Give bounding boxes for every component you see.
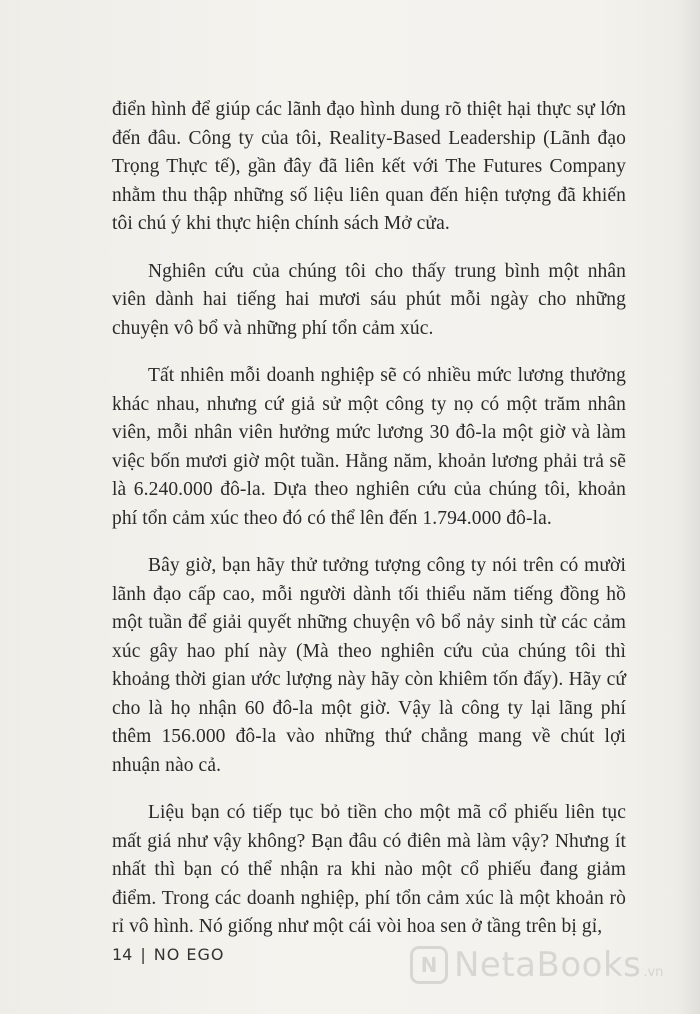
watermark [410,945,663,985]
page-edge-shadow [678,0,700,1014]
running-title: NO EGO [153,945,225,964]
watermark-suffix: .vn [643,964,664,980]
body-text [112,96,626,961]
page-number: 14 [112,945,133,964]
paragraph-5: Liệu bạn có tiếp tục bỏ tiền cho một mã cổ phiếu liên tục mất giá như vậy không? Bạn đâu có điên mà làm vậy? Nhưng ít nhất thì bạn có thể nhận ra khi nào một cổ phiếu đang giảm điểm. Trong các doanh nghiệp, phí tổn cảm xúc là một khoản rò rỉ vô hình. Nó giống như một cái vòi hoa sen ở tầng trên bị gỉ, [112,802,626,937]
footer-separator: | [140,945,146,964]
watermark-brand: NetaBooks [454,945,642,985]
paragraph-2: Nghiên cứu của chúng tôi cho thấy trung bình một nhân viên dành hai tiếng hai mươi sáu phút mỗi ngày cho những chuyện vô bổ và những phí tổn cảm xúc. [112,260,626,339]
paragraph-3: Tất nhiên mỗi doanh nghiệp sẽ có nhiều mức lương thưởng khác nhau, nhưng cứ giả sử một công ty nọ có một trăm nhân viên, mỗi nhân viên hưởng mức lương 30 đô-la một giờ và làm việc bốn mươi giờ một tuần. Hằng năm, khoản lương phải trả sẽ là 6.240.000 đô-la. Dựa theo nghiên cứu của chúng tôi, khoản phí tổn cảm xúc theo đó có thể lên đến 1.794.000 đô-la. [112,365,626,529]
paragraph-4: Bây giờ, bạn hãy thử tưởng tượng công ty nói trên có mười lãnh đạo cấp cao, mỗi người dành tối thiểu năm tiếng đồng hồ một tuần để giải quyết những chuyện vô bổ nảy sinh từ các cảm xúc gây hao phí này (Mà theo nghiên cứu của chúng tôi thì khoảng thời gian ước lượng này hãy còn khiêm tốn đấy). Hãy cứ cho là họ nhận 60 đô-la một giờ. Vậy là công ty lại lãng phí thêm 156.000 đô-la vào những thứ chẳng mang về chút lợi nhuận nào cả. [112,555,626,776]
paragraph-1: điển hình để giúp các lãnh đạo hình dung rõ thiệt hại thực sự lớn đến đâu. Công ty của tôi, Reality-Based Leadership (Lãnh đạo Trọng Thực tế), gần đây đã liên kết với The Futures Company nhằm thu thập những số liệu liên quan đến hiện tượng đã khiến tôi chú ý khi thực hiện chính sách Mở cửa. [112,99,626,234]
netabooks-logo-icon: N [410,946,448,984]
page-footer [112,945,225,964]
